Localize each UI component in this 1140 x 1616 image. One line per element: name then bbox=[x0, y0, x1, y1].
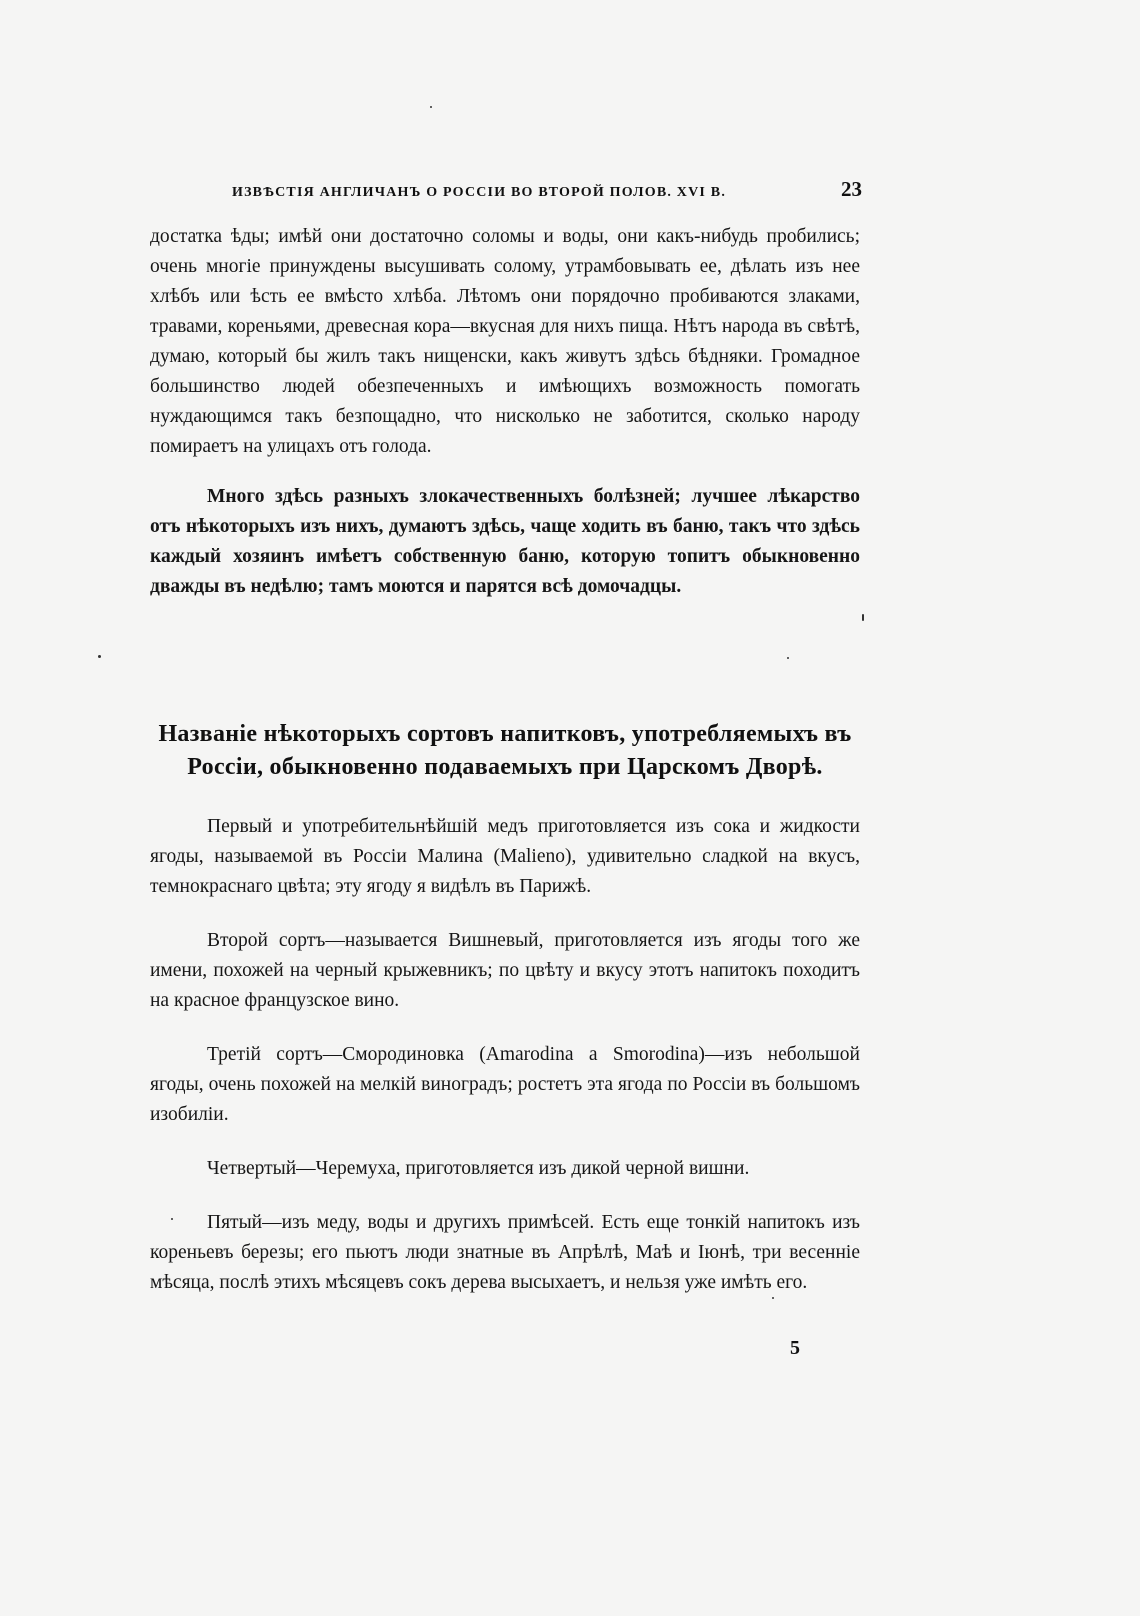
paragraph: Пятый—изъ меду, воды и другихъ примѣсей. Есть еще тонкій напитокъ изъ кореньевъ березы; его пьютъ люди знатные въ Апрѣлѣ, Маѣ и Іюнѣ, три весенніе мѣсяца, послѣ этихъ мѣсяцевъ сокъ дерева высыхаетъ, и нельзя уже имѣть его. bbox=[150, 1212, 860, 1293]
text-block-top bbox=[150, 222, 860, 602]
paragraph: Первый и употребительнѣйшій медъ приготовляется изъ сока и жидкости ягоды, называемой въ Россіи Малина (Malieno), удивительно сладкой на вкусъ, темнокраснаго цвѣта; эту ягоду я видѣлъ въ Парижѣ. bbox=[150, 816, 860, 897]
paragraph: достатка ѣды; имѣй они достаточно соломы и воды, они какъ-нибудь пробились; очень многіе принуждены высушивать солому, утрамбовывать ее, дѣлать изъ нее хлѣбъ или ѣсть ее вмѣсто хлѣба. Лѣтомъ они порядочно пробиваются злаками, травами, кореньями, древесная кора—вкусная для нихъ пища. Нѣтъ народа въ свѣтѣ, думаю, который бы жилъ такъ нищенски, какъ живутъ здѣсь бѣдняки. Громадное большинство людей обезпеченныхъ и имѣющихъ возможность помогать нуждающимся такъ безпощадно, что нисколько не заботится, сколько народу помираетъ на улицахъ отъ голода. bbox=[150, 226, 860, 457]
scan-speck bbox=[862, 614, 864, 621]
section-title: Названіе нѣкоторыхъ сортовъ напитковъ, употребляемыхъ въ Россіи, обыкновенно подаваемыхъ при Царскомъ Дворѣ. bbox=[158, 721, 852, 780]
scan-speck bbox=[98, 655, 101, 658]
paragraph: Четвертый—Черемуха, приготовляется изъ дикой черной вишни. bbox=[207, 1158, 750, 1179]
page-header bbox=[232, 177, 862, 205]
scan-speck bbox=[171, 1218, 173, 1220]
scan-speck bbox=[430, 106, 432, 108]
running-head: ИЗВѢСТІЯ АНГЛИЧАНЪ О РОССІИ ВО ВТОРОЙ ПОЛОВ. XVI В. bbox=[232, 185, 727, 200]
scan-speck bbox=[772, 1297, 774, 1299]
folio-number: 5 bbox=[790, 1337, 800, 1359]
paragraph: Третій сортъ—Смородиновка (Amarodina a Smorodina)—изъ небольшой ягоды, очень похожей на мелкій виноградъ; ростетъ эта ягода по Россіи въ большомъ изобиліи. bbox=[150, 1044, 860, 1125]
paragraph: Много здѣсь разныхъ злокачественныхъ болѣзней; лучшее лѣкарство отъ нѣкоторыхъ изъ нихъ, думаютъ здѣсь, чаще ходить въ баню, такъ что здѣсь каждый хозяинъ имѣетъ собственную баню, которую топитъ обыкновенно дважды въ недѣлю; тамъ моются и парятся всѣ домочадцы. bbox=[150, 486, 860, 597]
paragraph: Второй сортъ—называется Вишневый, приготовляется изъ ягоды того же имени, похожей на черный крыжевникъ; по цвѣту и вкусу этотъ напитокъ походитъ на красное французское вино. bbox=[150, 930, 860, 1011]
scan-speck bbox=[787, 657, 789, 659]
page-number: 23 bbox=[841, 177, 862, 201]
text-block-bottom bbox=[150, 812, 860, 1298]
